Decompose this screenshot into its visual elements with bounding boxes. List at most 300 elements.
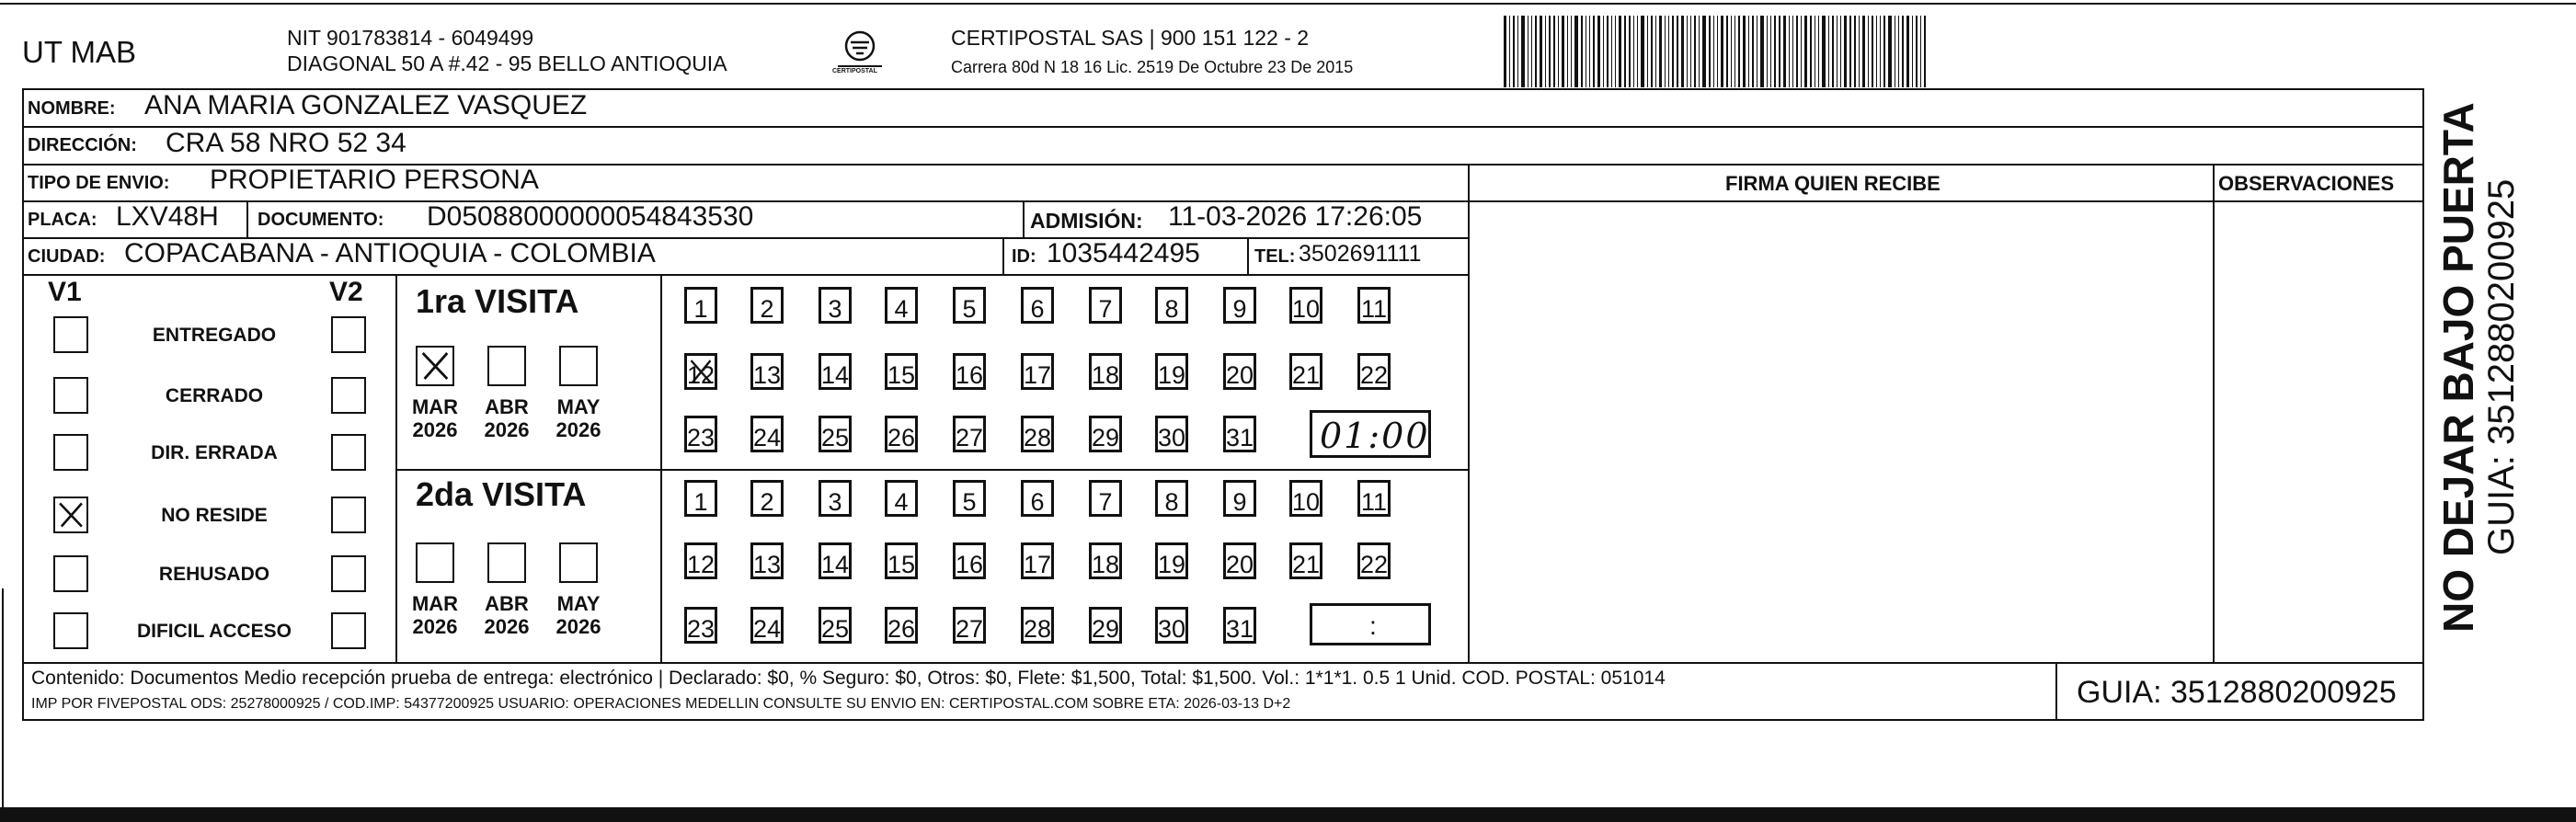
day-number: 6 bbox=[1030, 295, 1045, 323]
month-name: MAY bbox=[556, 592, 601, 615]
day-checkbox[interactable] bbox=[1289, 480, 1322, 517]
barcode-bar bbox=[1822, 16, 1826, 87]
barcode-bar bbox=[1792, 16, 1793, 87]
barcode-bar bbox=[1651, 16, 1653, 87]
recipient-name: ANA MARIA GONZALEZ VASQUEZ bbox=[144, 90, 588, 120]
day-checkbox[interactable] bbox=[953, 353, 986, 390]
day-number: 25 bbox=[821, 424, 850, 451]
footer-guia: GUIA: 3512880200925 bbox=[2077, 675, 2397, 710]
month-label bbox=[475, 592, 539, 639]
month-checkbox[interactable] bbox=[416, 346, 454, 386]
day-number: 15 bbox=[887, 361, 916, 389]
day-number: 17 bbox=[1024, 361, 1052, 389]
day-checkbox[interactable] bbox=[1289, 542, 1322, 579]
day-number: 27 bbox=[956, 615, 984, 643]
day-number: 31 bbox=[1226, 424, 1254, 451]
barcode-bar bbox=[1810, 16, 1812, 87]
month-name: MAR bbox=[411, 395, 459, 418]
status-v1-checkbox[interactable] bbox=[53, 434, 88, 471]
day-number: 3 bbox=[828, 295, 842, 323]
day-checkbox[interactable] bbox=[684, 416, 717, 452]
month-checkbox[interactable] bbox=[559, 542, 598, 583]
barcode-bar bbox=[1920, 16, 1921, 87]
barcode-bar bbox=[1567, 16, 1568, 87]
barcode-bar bbox=[1898, 16, 1899, 87]
day-checkbox[interactable] bbox=[819, 607, 852, 644]
day-number: 23 bbox=[687, 424, 716, 451]
name-label: NOMBRE: bbox=[28, 98, 116, 119]
day-checkbox[interactable] bbox=[1289, 287, 1322, 324]
day-checkbox[interactable] bbox=[750, 607, 784, 644]
barcode-bar bbox=[1509, 16, 1510, 87]
company-name: UT MAB bbox=[22, 35, 137, 69]
barcode-bar bbox=[1717, 16, 1718, 87]
barcode-bar bbox=[1801, 16, 1802, 87]
day-number: 11 bbox=[1360, 295, 1388, 323]
barcode-bar bbox=[1924, 16, 1926, 87]
status-v2-checkbox[interactable] bbox=[331, 555, 366, 592]
barcode-bar bbox=[1665, 16, 1666, 87]
admission-label: ADMISIÓN: bbox=[1030, 209, 1143, 233]
day-checkbox[interactable] bbox=[885, 287, 918, 324]
barcode-bar bbox=[1521, 16, 1525, 87]
barcode-bar bbox=[1647, 16, 1648, 87]
day-number: 13 bbox=[753, 551, 782, 578]
status-label: NO RESIDE bbox=[161, 505, 268, 526]
barcode-bar bbox=[1770, 16, 1771, 87]
status-label: REHUSADO bbox=[158, 564, 270, 585]
month-checkbox[interactable] bbox=[559, 346, 598, 386]
day-number: 29 bbox=[1092, 615, 1120, 643]
day-number: 20 bbox=[1226, 361, 1254, 389]
company-address: DIAGONAL 50 A #.42 - 95 BELLO ANTIOQUIA bbox=[287, 51, 727, 75]
barcode-bar bbox=[1872, 16, 1873, 87]
day-number: 1 bbox=[693, 295, 708, 323]
day-checkbox[interactable] bbox=[1021, 542, 1054, 579]
month-checkbox[interactable] bbox=[487, 346, 526, 386]
barcode-bar bbox=[1796, 16, 1798, 87]
status-v2-checkbox[interactable] bbox=[331, 612, 366, 649]
month-year: 2026 bbox=[484, 418, 530, 442]
barcode-bar bbox=[1668, 16, 1669, 87]
barcode-bar bbox=[1859, 16, 1860, 87]
day-checkbox[interactable] bbox=[953, 287, 986, 324]
footer-imp: IMP POR FIVEPOSTAL ODS: 25278000925 / COD.IMP: 54377200925 USUARIO: OPERACIONES MEDELLIN CONSULTE SU ENVIO EN: CERTIPOSTAL.COM SOBRE ETA: 2026-03-13 D+2 bbox=[31, 696, 1291, 712]
document-label: DOCUMENTO: bbox=[258, 210, 384, 230]
day-checkbox[interactable] bbox=[819, 353, 852, 390]
barcode-bar bbox=[1854, 16, 1856, 87]
day-number: 18 bbox=[1092, 361, 1120, 389]
v2-label: V2 bbox=[329, 277, 363, 307]
tel-value: 3502691111 bbox=[1299, 241, 1422, 267]
barcode-bar bbox=[1574, 16, 1578, 87]
barcode-bar bbox=[1513, 16, 1515, 87]
day-number: 2 bbox=[760, 295, 774, 323]
month-name: ABR bbox=[485, 592, 529, 615]
day-checkbox[interactable] bbox=[750, 287, 784, 324]
barcode-bar bbox=[1504, 16, 1506, 87]
barcode-bar bbox=[1589, 16, 1590, 87]
barcode-bar bbox=[1540, 16, 1542, 87]
barcode-bar bbox=[1702, 16, 1706, 87]
admission-value: 11-03-2026 17:26:05 bbox=[1168, 201, 1423, 232]
day-checkbox[interactable] bbox=[1021, 480, 1054, 517]
day-checkbox[interactable] bbox=[684, 542, 717, 579]
day-number: 27 bbox=[956, 424, 984, 451]
day-number: 25 bbox=[821, 615, 850, 643]
city-label: CIUDAD: bbox=[28, 246, 106, 267]
day-checkbox[interactable] bbox=[1223, 353, 1256, 390]
status-label: DIR. ERRADA bbox=[151, 442, 278, 463]
visit2-time: : bbox=[1369, 611, 1377, 640]
day-checkbox[interactable] bbox=[1089, 480, 1122, 517]
day-number: 3 bbox=[828, 488, 842, 516]
id-value: 1035442495 bbox=[1047, 238, 1200, 268]
barcode-bar bbox=[1876, 16, 1877, 87]
day-checkbox[interactable] bbox=[1155, 480, 1188, 517]
barcode-bar bbox=[1535, 16, 1537, 87]
status-v2-checkbox[interactable] bbox=[331, 316, 366, 353]
day-number: 17 bbox=[1024, 551, 1052, 578]
top-border bbox=[0, 3, 2576, 5]
barcode-bar bbox=[1629, 16, 1631, 87]
day-checkbox[interactable] bbox=[1021, 287, 1054, 324]
barcode-bar bbox=[1743, 16, 1746, 87]
barcode-bar bbox=[1902, 16, 1904, 87]
day-number: 29 bbox=[1092, 424, 1120, 451]
barcode-bar bbox=[1687, 16, 1688, 87]
day-number: 8 bbox=[1164, 295, 1179, 323]
day-checkbox[interactable] bbox=[885, 416, 918, 452]
day-checkbox[interactable] bbox=[750, 353, 784, 390]
barcode-bar bbox=[1633, 16, 1634, 87]
day-number: 7 bbox=[1098, 488, 1113, 516]
barcode-bar bbox=[1558, 16, 1559, 87]
day-checkbox[interactable] bbox=[1155, 416, 1188, 452]
barcode-bar bbox=[1607, 16, 1609, 87]
barcode-bar bbox=[1637, 16, 1638, 87]
barcode-bar bbox=[1603, 16, 1604, 87]
day-number: 16 bbox=[956, 551, 984, 578]
day-checkbox[interactable] bbox=[1155, 542, 1188, 579]
barcode-bar bbox=[1694, 16, 1696, 87]
day-number: 16 bbox=[956, 361, 984, 389]
barcode-bar bbox=[1641, 16, 1644, 87]
day-checkbox[interactable] bbox=[953, 542, 986, 579]
day-number: 14 bbox=[821, 551, 850, 578]
day-number: 26 bbox=[887, 424, 916, 451]
status-v2-checkbox[interactable] bbox=[331, 497, 366, 533]
barcode-bar bbox=[1611, 16, 1612, 87]
barcode-bar bbox=[1818, 16, 1819, 87]
barcode-bar bbox=[1593, 16, 1595, 87]
day-number: 13 bbox=[753, 361, 782, 389]
day-checkbox[interactable] bbox=[885, 353, 918, 390]
barcode-bar bbox=[1721, 16, 1723, 87]
status-v2-checkbox[interactable] bbox=[331, 377, 366, 414]
day-checkbox[interactable] bbox=[885, 480, 918, 517]
barcode-bar bbox=[1779, 16, 1780, 87]
month-label bbox=[403, 395, 467, 442]
day-number: 19 bbox=[1158, 361, 1186, 389]
barcode-bar bbox=[1837, 16, 1838, 87]
status-v1-checkbox[interactable] bbox=[53, 377, 88, 414]
day-checkbox[interactable] bbox=[1089, 542, 1122, 579]
day-checkbox[interactable] bbox=[684, 607, 717, 644]
company-nit: NIT 901783814 - 6049499 bbox=[287, 26, 534, 50]
side-guia: GUIA: 3512880200925 bbox=[2481, 178, 2522, 555]
day-checkbox[interactable] bbox=[1089, 353, 1122, 390]
barcode-bar bbox=[1531, 16, 1532, 87]
day-checkbox[interactable] bbox=[953, 480, 986, 517]
status-v2-checkbox[interactable] bbox=[331, 434, 366, 471]
barcode-bar bbox=[1912, 16, 1913, 87]
barcode-bar bbox=[1619, 16, 1621, 87]
id-label: ID: bbox=[1012, 246, 1036, 267]
footer-content: Contenido: Documentos Medio recepción prueba de entrega: electrónico | Declarado: $0, % Seguro: $0, Otros: $0, Flete: $1,500, Total: $1,500. Vol.: 1*1*1. 0.5 1 Unid. COD. POSTAL: 051014 bbox=[31, 668, 1666, 689]
carrier-license: Carrera 80d N 18 16 Lic. 2519 De Octubre 23 De 2015 bbox=[951, 58, 1354, 76]
status-label: DIFICIL ACCESO bbox=[136, 621, 292, 642]
barcode-bar bbox=[1659, 16, 1662, 87]
barcode-bar bbox=[1615, 16, 1616, 87]
barcode-bar bbox=[1553, 16, 1555, 87]
month-label bbox=[475, 395, 539, 442]
month-checkbox[interactable] bbox=[416, 542, 454, 583]
barcode-bar bbox=[1748, 16, 1749, 87]
day-number: 20 bbox=[1226, 551, 1254, 578]
day-number: 10 bbox=[1292, 295, 1321, 323]
status-v1-checkbox[interactable] bbox=[53, 316, 88, 353]
day-number: 23 bbox=[687, 615, 716, 643]
status-label: CERRADO bbox=[165, 385, 264, 406]
day-checkbox[interactable] bbox=[819, 287, 852, 324]
day-number: 10 bbox=[1292, 488, 1321, 516]
barcode-bar bbox=[1549, 16, 1551, 87]
day-number: 12 bbox=[687, 361, 716, 389]
x-mark-icon bbox=[418, 348, 452, 384]
day-number: 22 bbox=[1360, 551, 1389, 578]
day-checkbox[interactable] bbox=[1223, 542, 1256, 579]
plate-label: PLACA: bbox=[28, 210, 97, 230]
barcode-bar bbox=[1562, 16, 1564, 87]
day-checkbox[interactable] bbox=[819, 542, 852, 579]
month-year: 2026 bbox=[412, 418, 458, 442]
visit1-time-box bbox=[1310, 410, 1431, 458]
day-checkbox[interactable] bbox=[1357, 480, 1391, 517]
signature-header: FIRMA QUIEN RECIBE bbox=[1725, 172, 1941, 195]
barcode-bar bbox=[1581, 16, 1583, 87]
month-checkbox[interactable] bbox=[487, 542, 526, 583]
barcode-bar bbox=[1624, 16, 1626, 87]
day-checkbox[interactable] bbox=[1223, 416, 1256, 452]
visit2-time-box bbox=[1310, 603, 1431, 645]
barcode-bar bbox=[1760, 16, 1764, 87]
carrier-name: CERTIPOSTAL SAS | 900 151 122 - 2 bbox=[951, 26, 1310, 50]
month-name: ABR bbox=[485, 395, 529, 418]
day-checkbox[interactable] bbox=[684, 287, 717, 324]
barcode-bar bbox=[1731, 16, 1732, 87]
barcode-bar bbox=[1738, 16, 1740, 87]
day-number: 26 bbox=[887, 615, 916, 643]
type-label: TIPO DE ENVIO: bbox=[28, 173, 170, 193]
recipient-address: CRA 58 NRO 52 34 bbox=[166, 128, 406, 158]
day-number: 15 bbox=[887, 551, 916, 578]
status-v1-checkbox[interactable] bbox=[53, 612, 88, 649]
barcode-bar bbox=[1767, 16, 1768, 87]
day-number: 2 bbox=[760, 488, 774, 516]
status-label: ENTREGADO bbox=[152, 325, 277, 346]
status-v1-checkbox[interactable] bbox=[53, 497, 88, 533]
barcode-bar bbox=[1906, 16, 1909, 87]
barcode-bar bbox=[1789, 16, 1790, 87]
barcode-bar bbox=[1571, 16, 1572, 87]
v1-label: V1 bbox=[48, 277, 82, 307]
month-label bbox=[546, 592, 611, 639]
day-checkbox[interactable] bbox=[684, 353, 717, 390]
barcode-bar bbox=[1517, 16, 1518, 87]
day-number: 12 bbox=[687, 551, 716, 578]
day-number: 11 bbox=[1360, 488, 1388, 516]
barcode-bar bbox=[1752, 16, 1754, 87]
document-value: D05088000000054843530 bbox=[427, 201, 754, 232]
barcode-bar bbox=[1726, 16, 1728, 87]
day-number: 19 bbox=[1158, 551, 1186, 578]
barcode-bar bbox=[1828, 16, 1829, 87]
barcode-bar bbox=[1868, 16, 1869, 87]
day-number: 30 bbox=[1158, 424, 1186, 451]
address-label: DIRECCIÓN: bbox=[28, 135, 137, 155]
day-checkbox[interactable] bbox=[885, 607, 918, 644]
barcode-bar bbox=[1597, 16, 1600, 87]
day-checkbox[interactable] bbox=[1021, 607, 1054, 644]
day-checkbox[interactable] bbox=[1089, 416, 1122, 452]
shipment-type: PROPIETARIO PERSONA bbox=[210, 165, 539, 195]
visit2-title: 2da VISITA bbox=[416, 475, 587, 513]
barcode-bar bbox=[1880, 16, 1881, 87]
visit1-title: 1ra VISITA bbox=[416, 282, 579, 320]
month-year: 2026 bbox=[555, 418, 601, 442]
bottom-band bbox=[0, 807, 2576, 822]
month-year: 2026 bbox=[484, 615, 530, 639]
day-number: 4 bbox=[894, 488, 909, 516]
day-checkbox[interactable] bbox=[750, 480, 784, 517]
day-checkbox[interactable] bbox=[1155, 607, 1188, 644]
day-number: 9 bbox=[1232, 295, 1247, 323]
no-dejar-bajo-puerta: NO DEJAR BAJO PUERTA bbox=[2434, 102, 2482, 633]
barcode-bar bbox=[1545, 16, 1546, 87]
day-checkbox[interactable] bbox=[1223, 287, 1256, 324]
barcode-bar bbox=[1655, 16, 1656, 87]
barcode-bar bbox=[1783, 16, 1786, 87]
month-year: 2026 bbox=[555, 615, 601, 639]
day-number: 24 bbox=[753, 424, 782, 451]
day-checkbox[interactable] bbox=[1021, 353, 1054, 390]
x-mark-icon bbox=[55, 498, 86, 531]
day-checkbox[interactable] bbox=[1223, 480, 1256, 517]
day-number: 4 bbox=[894, 295, 909, 323]
day-number: 21 bbox=[1292, 551, 1321, 578]
month-name: MAR bbox=[411, 592, 459, 615]
barcode-bar bbox=[1690, 16, 1691, 87]
barcode-bar bbox=[1709, 16, 1711, 87]
barcode-bar bbox=[1862, 16, 1865, 87]
day-checkbox[interactable] bbox=[750, 416, 784, 452]
day-checkbox[interactable] bbox=[1357, 287, 1391, 324]
day-number: 14 bbox=[821, 361, 850, 389]
tel-label: TEL: bbox=[1254, 246, 1296, 267]
barcode-bar bbox=[1677, 16, 1678, 87]
day-number: 8 bbox=[1164, 488, 1179, 516]
month-label bbox=[403, 592, 467, 639]
day-checkbox[interactable] bbox=[1155, 353, 1188, 390]
day-number: 7 bbox=[1098, 295, 1113, 323]
day-checkbox[interactable] bbox=[953, 607, 986, 644]
barcode-bar bbox=[1699, 16, 1700, 87]
day-checkbox[interactable] bbox=[1357, 353, 1391, 390]
status-v1-checkbox[interactable] bbox=[53, 555, 88, 592]
day-number: 5 bbox=[962, 295, 977, 323]
day-checkbox[interactable] bbox=[1357, 542, 1391, 579]
day-checkbox[interactable] bbox=[953, 416, 986, 452]
day-number: 5 bbox=[962, 488, 977, 516]
barcode-bar bbox=[1713, 16, 1714, 87]
barcode-bar bbox=[1774, 16, 1776, 87]
day-checkbox[interactable] bbox=[1021, 416, 1054, 452]
month-year: 2026 bbox=[412, 615, 458, 639]
day-number: 1 bbox=[693, 488, 708, 516]
barcode-bar bbox=[1840, 16, 1841, 87]
day-checkbox[interactable] bbox=[1289, 353, 1322, 390]
barcode bbox=[1504, 16, 2239, 87]
certipostal-logo bbox=[832, 26, 887, 81]
x-mark-icon bbox=[687, 356, 715, 387]
logo-text: CERTIPOSTAL bbox=[832, 68, 877, 74]
day-checkbox[interactable] bbox=[885, 542, 918, 579]
day-checkbox[interactable] bbox=[1223, 607, 1256, 644]
day-checkbox[interactable] bbox=[819, 480, 852, 517]
day-number: 31 bbox=[1226, 615, 1254, 643]
barcode-bar bbox=[1888, 16, 1892, 87]
barcode-bar bbox=[1681, 16, 1684, 87]
barcode-bar bbox=[1883, 16, 1885, 87]
observations-header: OBSERVACIONES bbox=[2218, 172, 2395, 195]
day-checkbox[interactable] bbox=[1089, 607, 1122, 644]
city-value: COPACABANA - ANTIOQUIA - COLOMBIA bbox=[124, 238, 656, 268]
day-number: 6 bbox=[1030, 488, 1045, 516]
day-checkbox[interactable] bbox=[1155, 287, 1188, 324]
day-number: 9 bbox=[1232, 488, 1247, 516]
day-number: 30 bbox=[1158, 615, 1186, 643]
barcode-bar bbox=[1804, 16, 1807, 87]
barcode-bar bbox=[1916, 16, 1918, 87]
visit1-time-handwritten: 01:00 bbox=[1320, 416, 1430, 456]
day-number: 22 bbox=[1360, 361, 1389, 389]
day-number: 24 bbox=[753, 615, 782, 643]
day-checkbox[interactable] bbox=[750, 542, 784, 579]
plate-value: LXV48H bbox=[116, 201, 219, 232]
barcode-bar bbox=[1849, 16, 1851, 87]
day-checkbox[interactable] bbox=[684, 480, 717, 517]
left-edge bbox=[2, 588, 4, 809]
month-name: MAY bbox=[556, 395, 601, 418]
day-number: 21 bbox=[1292, 361, 1321, 389]
day-number: 18 bbox=[1092, 551, 1120, 578]
day-checkbox[interactable] bbox=[819, 416, 852, 452]
day-checkbox[interactable] bbox=[1089, 287, 1122, 324]
month-label bbox=[546, 395, 611, 442]
day-number: 28 bbox=[1024, 424, 1052, 451]
barcode-bar bbox=[1844, 16, 1847, 87]
